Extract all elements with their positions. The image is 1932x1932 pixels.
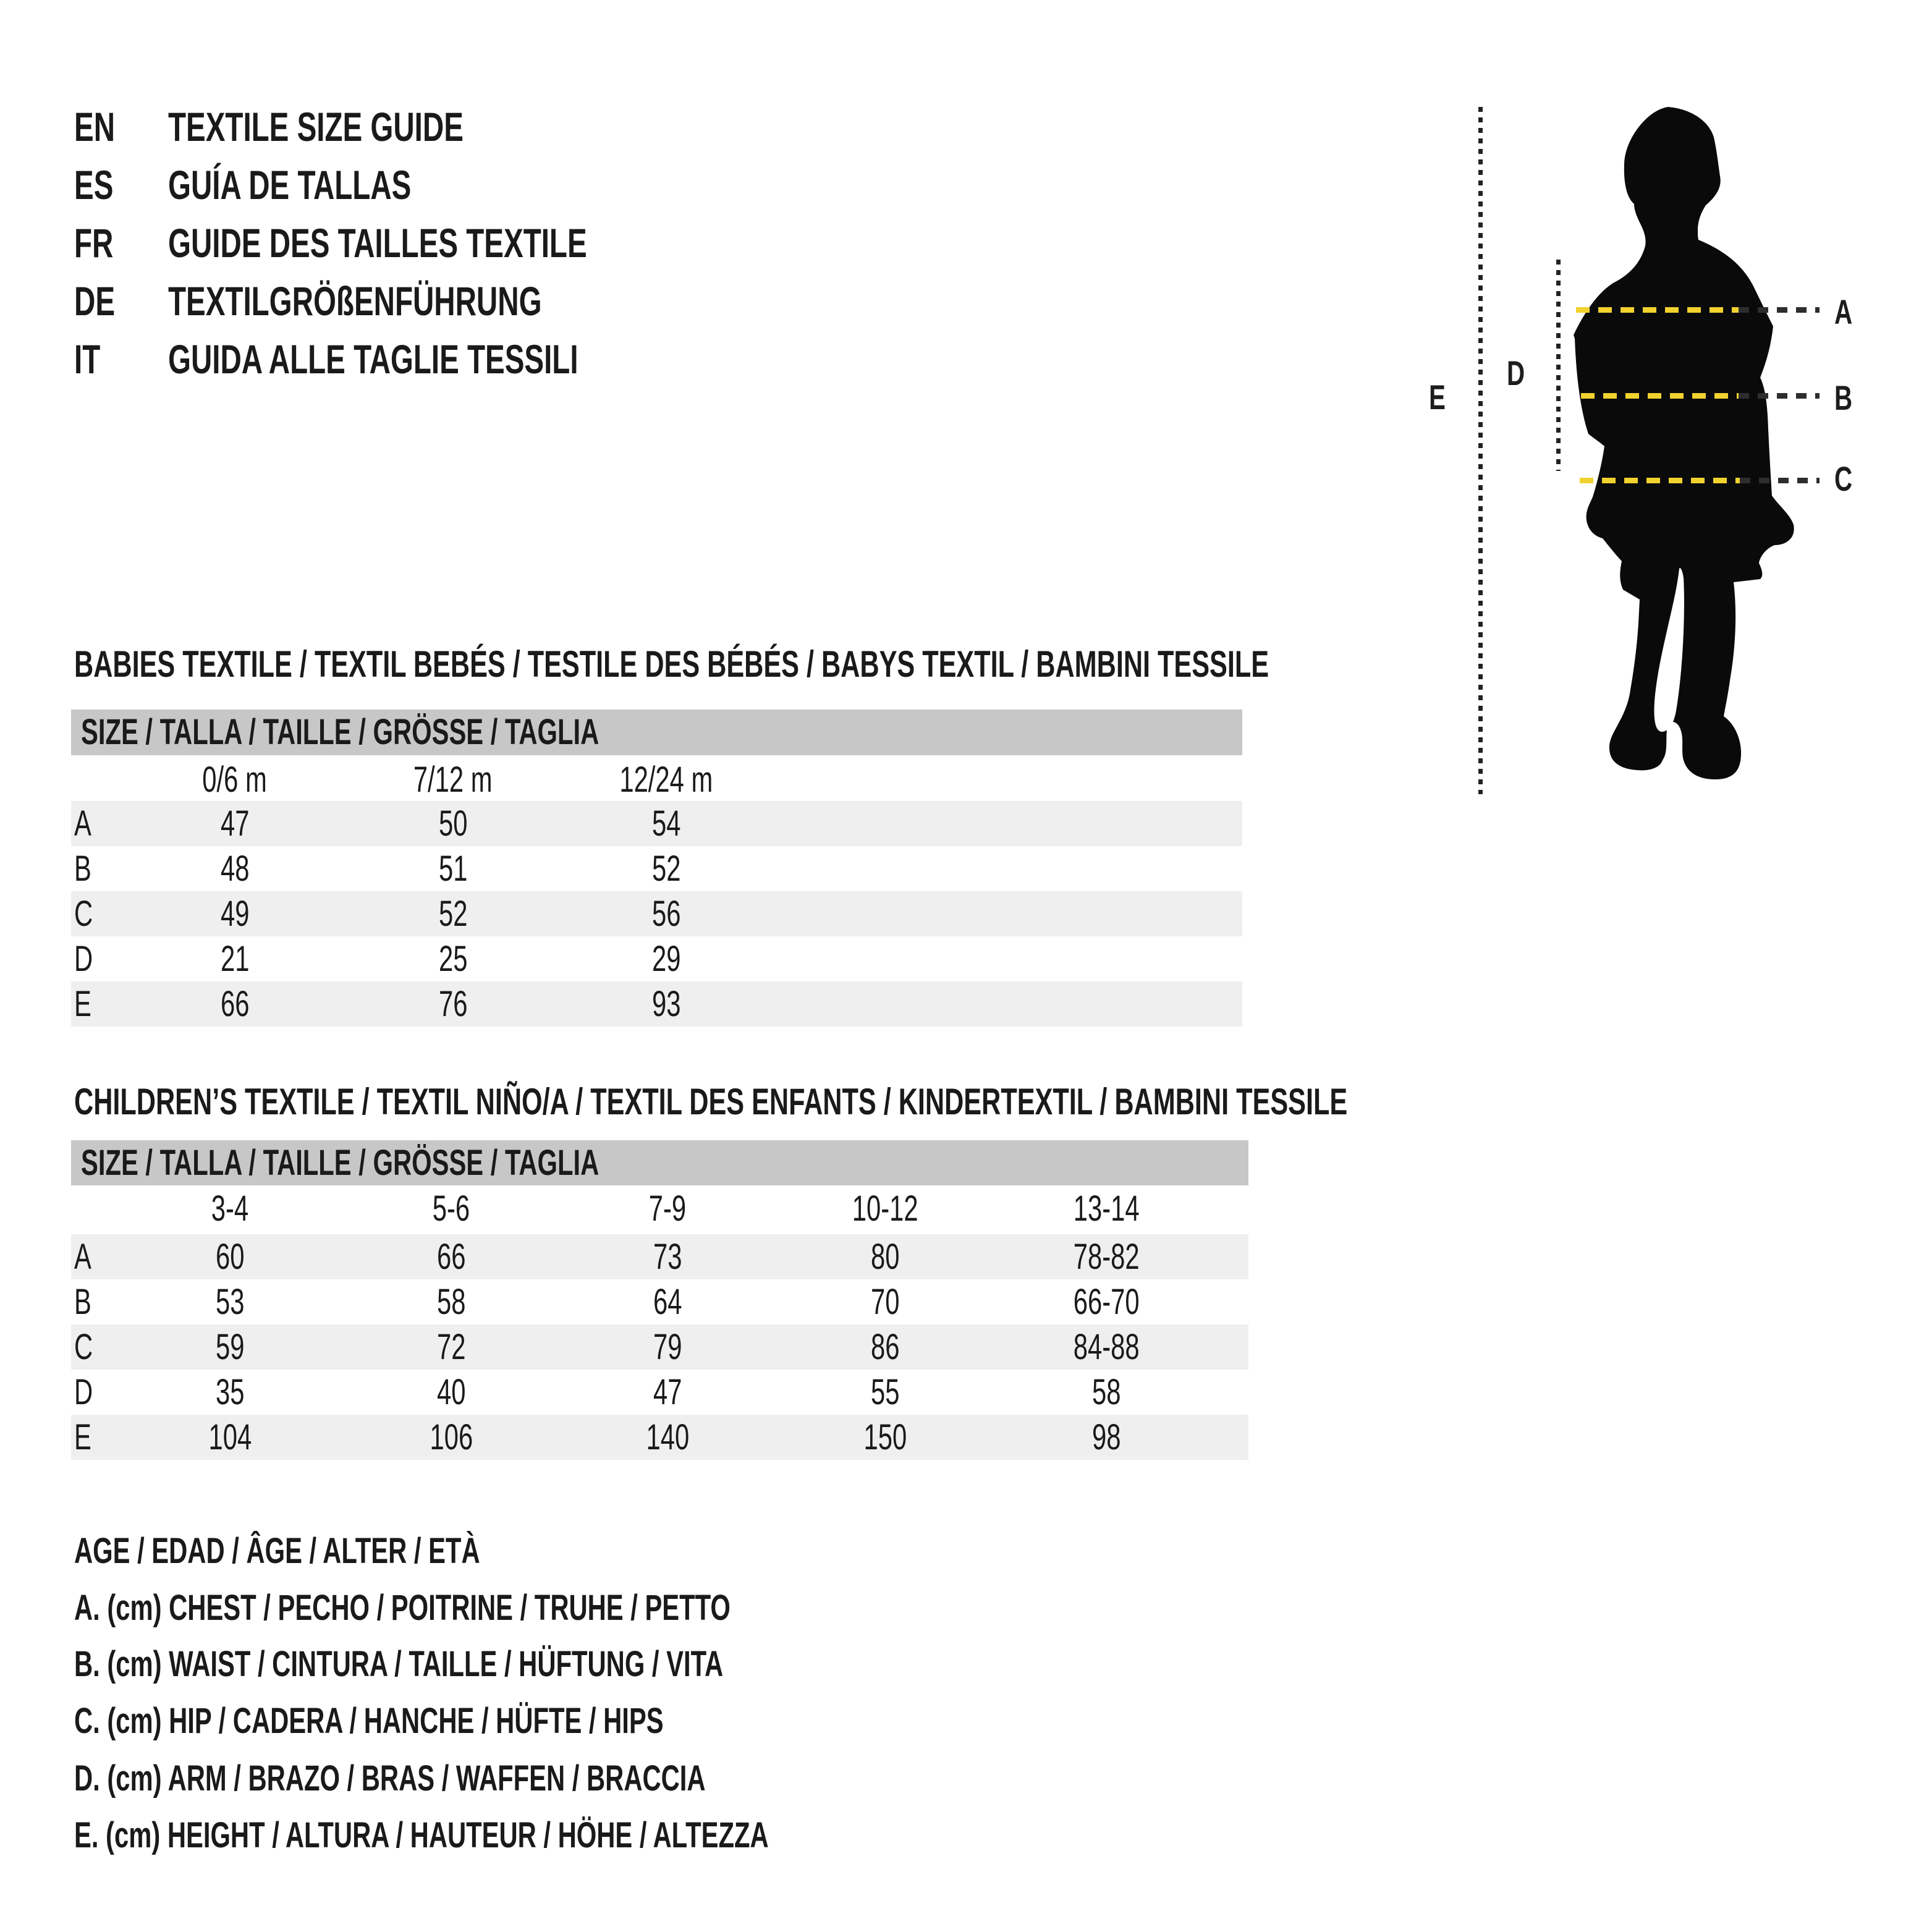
language-code: ES (74, 162, 114, 208)
children-size-bar: SIZE / TALLA / TAILLE / GRÖSSE / TAGLIA (71, 1140, 1248, 1185)
measure-label-e: E (1429, 378, 1446, 417)
page-title: GUIDA ALLE TAGLIE TESSILI (168, 336, 578, 382)
page-title: GUIDE DES TAILLES TEXTILE (168, 220, 587, 266)
column-header: 3-4 (211, 1188, 249, 1229)
legend-hip-line: C. (cm) HIP / CADERA / HANCHE / HÜFTE / HIPS (74, 1701, 664, 1741)
language-code: FR (74, 220, 114, 266)
babies-section-heading: BABIES TEXTILE / TEXTIL BEBÉS / TESTILE DES BÉBÉS / BABYS TEXTIL / BAMBINI TESSILE (74, 643, 1269, 685)
waist-measure-dash-yellow (1581, 393, 1739, 399)
column-header: 12/24 m (619, 760, 713, 800)
legend-arm-line: D. (cm) ARM / BRAZO / BRAS / WAFFEN / BRACCIA (74, 1758, 706, 1799)
table-row: B 48 51 52 (74, 849, 681, 889)
page-title: TEXTILGRÖßENFÜHRUNG (168, 278, 542, 324)
legend-height-line: E. (cm) HEIGHT / ALTURA / HAUTEUR / HÖHE / ALTEZZA (74, 1815, 769, 1855)
table-row: D 35 40 47 55 58 (74, 1372, 1121, 1412)
language-code: IT (74, 336, 101, 382)
legend-waist-line: B. (cm) WAIST / CINTURA / TAILLE / HÜFTUNG / VITA (74, 1644, 724, 1684)
column-header: 0/6 m (202, 760, 268, 800)
page-title: GUÍA DE TALLAS (168, 162, 412, 208)
table-row: C 59 72 79 86 84-88 (71, 1324, 1248, 1370)
children-section-heading: CHILDREN’S TEXTILE / TEXTIL NIÑO/A / TEXTIL DES ENFANTS / KINDERTEXTIL / BAMBINI TESSILE (74, 1081, 1348, 1122)
column-header: 7/12 m (413, 760, 493, 800)
measure-label-b: B (1834, 378, 1853, 417)
waist-measure-dash-dark (1739, 393, 1820, 399)
babies-column-header-row (71, 759, 1242, 801)
table-row: E 66 76 93 (71, 981, 1242, 1027)
hip-measure-dash-yellow (1580, 478, 1740, 483)
babies-size-bar: SIZE / TALLA / TAILLE / GRÖSSE / TAGLIA (71, 710, 1242, 755)
page-title: TEXTILE SIZE GUIDE (168, 104, 464, 150)
column-header: 10-12 (852, 1188, 918, 1229)
language-code: DE (74, 278, 116, 324)
chest-measure-dash-yellow (1576, 307, 1739, 313)
chest-measure-dash-dark (1739, 307, 1820, 313)
hip-measure-dash-dark (1740, 478, 1820, 483)
table-row: E 104 106 140 150 98 (71, 1415, 1248, 1460)
column-header: 13-14 (1073, 1188, 1140, 1229)
measure-label-c: C (1834, 459, 1853, 498)
language-code: EN (74, 104, 116, 150)
legend-chest-line: A. (cm) CHEST / PECHO / POITRINE / TRUHE / PETTO (74, 1588, 731, 1628)
column-header: 7-9 (648, 1188, 687, 1229)
measure-label-a: A (1834, 292, 1853, 331)
table-row: C 49 52 56 (71, 891, 1242, 936)
table-row: D 21 25 29 (74, 939, 681, 979)
children-column-header-row (71, 1188, 1248, 1230)
measure-label-d: D (1507, 354, 1525, 392)
table-row: B 53 58 64 70 66-70 (74, 1282, 1140, 1322)
table-row: A 47 50 54 (71, 801, 1242, 846)
column-header: 5-6 (432, 1188, 470, 1229)
legend-age-line: AGE / EDAD / ÂGE / ALTER / ETÀ (74, 1531, 480, 1571)
table-row: A 60 66 73 80 78-82 (71, 1234, 1248, 1279)
child-silhouette-figure (1471, 105, 1842, 803)
